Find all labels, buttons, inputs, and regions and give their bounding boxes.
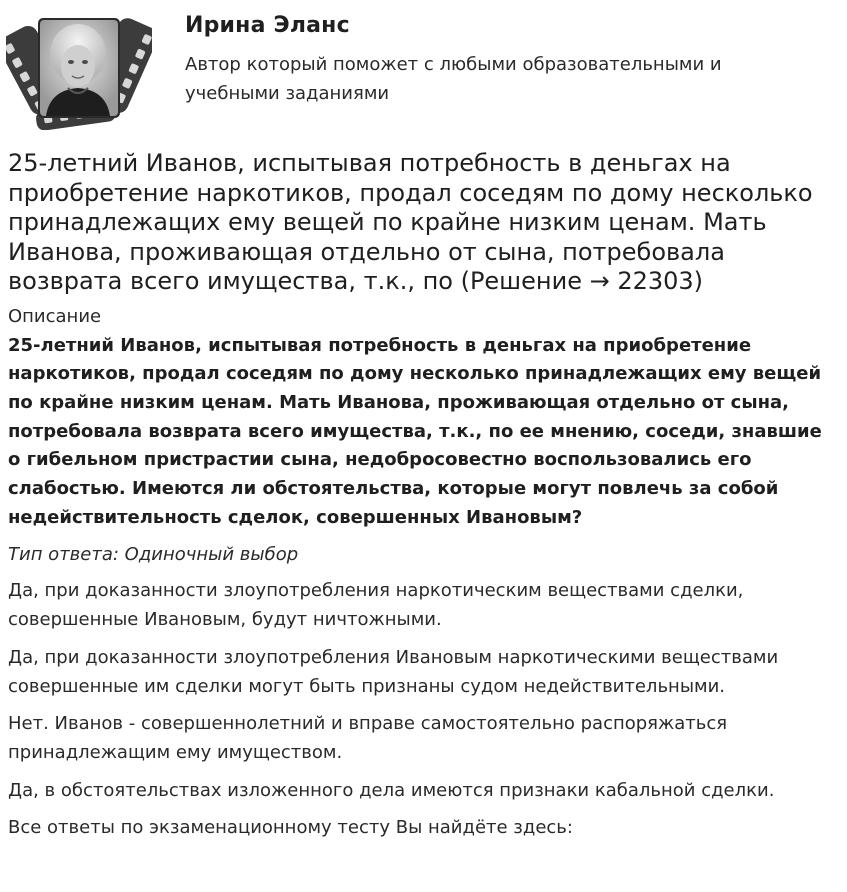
answer-type: Тип ответа: Одиночный выбор bbox=[8, 544, 299, 566]
answers-link-text: Все ответы по экзаменационному тесту Вы найдёте здесь: bbox=[8, 817, 573, 839]
avatar-filmstrip-photo bbox=[6, 8, 152, 130]
task-content bbox=[8, 149, 840, 842]
description-text: 25-летний Иванов, испытывая потребность в деньгах на приобретение наркотиков, продал соседям по дому несколько принадлежащих ему вещей по крайне низким ценам. Мать Иванова, проживающая отдельно от сына, потребовала возврата всего имущества, т.к., по ее мнению, соседи, знавшие о гибельном пристрастии сына, недобросовестно воспользовались его слабостью. Имеются ли обстоятельства, которые могут повлечь за собой недействительность сделок, совершенных Ивановым? bbox=[8, 334, 822, 528]
answer-options bbox=[8, 577, 840, 805]
description-label: Описание bbox=[8, 305, 102, 327]
task-title: 25-летний Иванов, испытывая потребность в деньгах на приобретение наркотиков, продал соседям по дому несколько принадлежащих ему вещей по крайне низким ценам. Мать Иванова, проживающая отдельно от сына, потребовала возврата всего имущества, т.к., по (Решение → 22303) bbox=[8, 149, 813, 295]
answer-option: Да, при доказанности злоупотребления наркотическим веществами сделки, совершенные Ивановым, будут ничтожными. bbox=[8, 580, 744, 631]
answer-option: Да, в обстоятельствах изложенного дела имеются признаки кабальной сделки. bbox=[8, 779, 775, 801]
author-description: Автор который поможет с любыми образовательными и учебными заданиями bbox=[185, 54, 722, 104]
author-name[interactable]: Ирина Эланс bbox=[185, 13, 350, 38]
answer-option: Нет. Иванов - совершеннолетний и вправе самостоятельно распоряжаться принадлежащим ему имуществом. bbox=[8, 713, 728, 763]
avatar[interactable] bbox=[6, 8, 152, 130]
answer-option: Да, при доказанности злоупотребления Ивановым наркотическими веществами совершенные им сделки могут быть признаны судом недействительными. bbox=[8, 646, 779, 697]
author-block bbox=[0, 0, 847, 140]
